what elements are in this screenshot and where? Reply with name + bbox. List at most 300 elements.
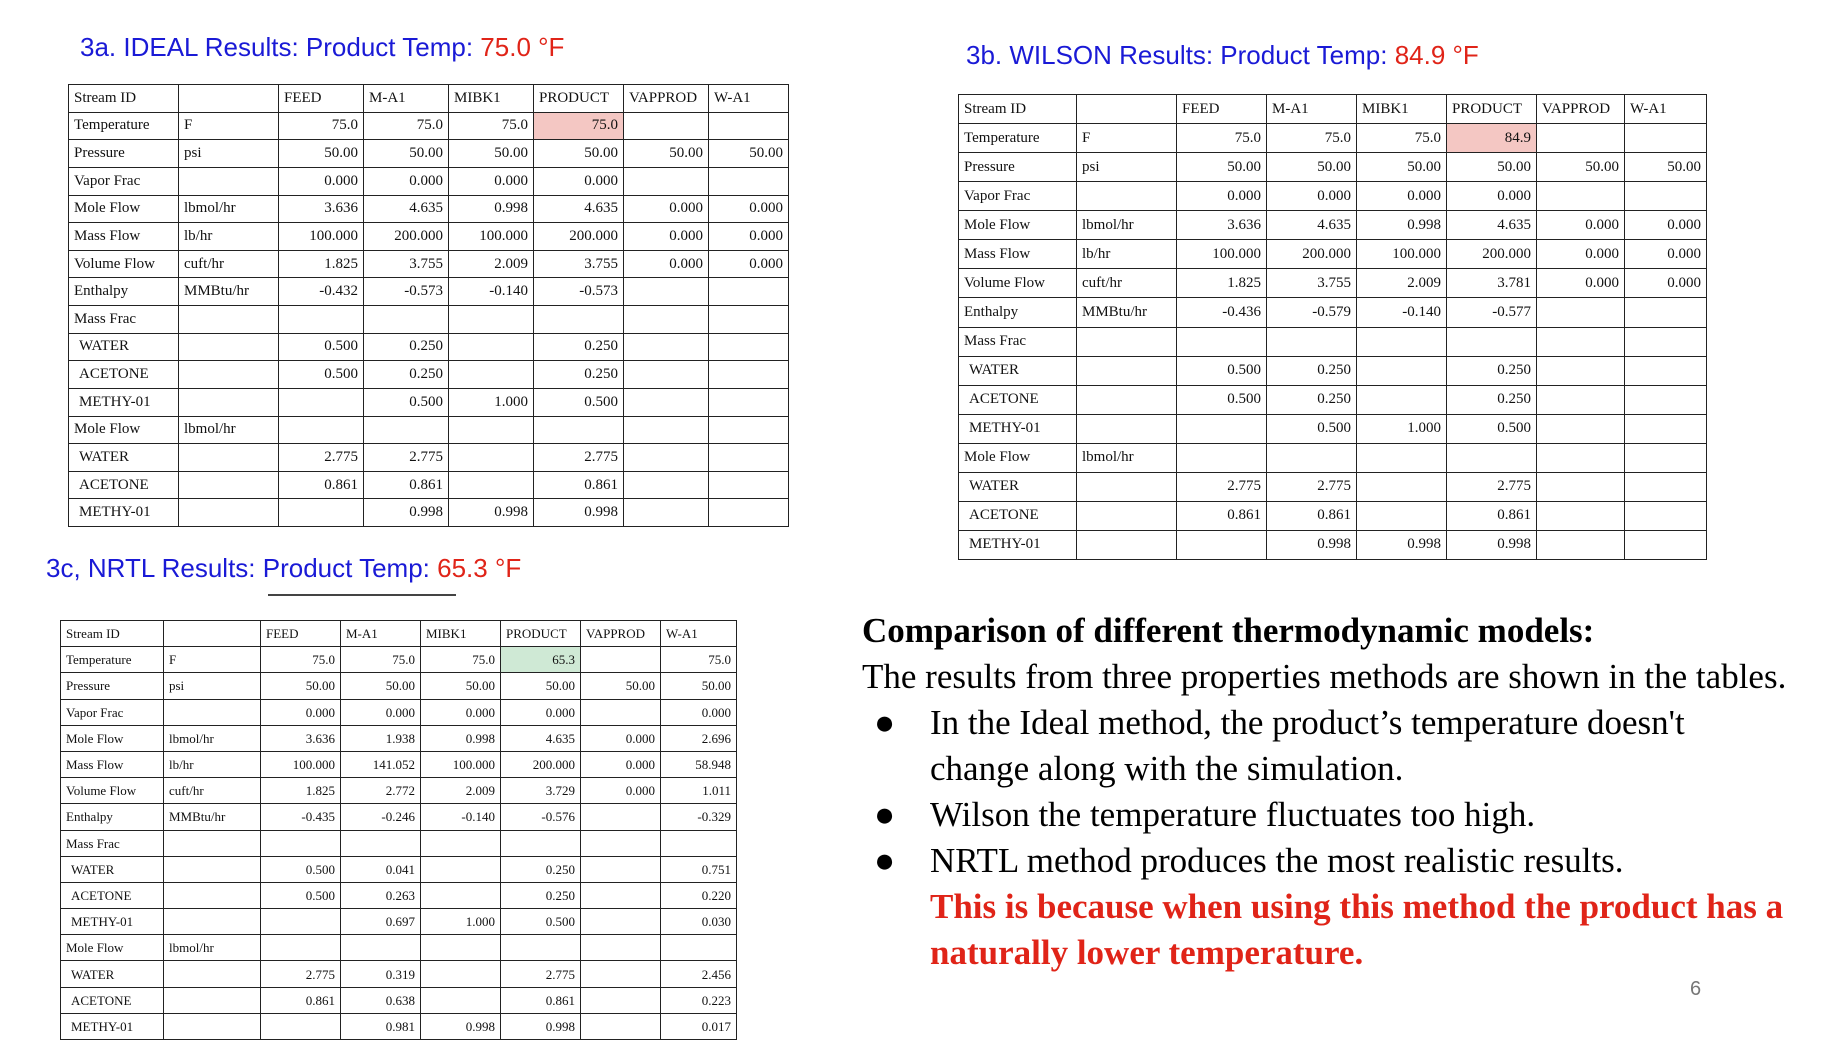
value-cell <box>261 1013 341 1039</box>
unit-cell <box>164 909 261 935</box>
value-cell: 0.000 <box>624 195 709 223</box>
row-label: METHY-01 <box>61 909 164 935</box>
value-cell: 0.250 <box>534 361 624 389</box>
value-cell <box>1357 472 1447 501</box>
table-row <box>61 647 737 673</box>
table-header-row <box>61 621 737 647</box>
value-cell: 0.697 <box>341 909 421 935</box>
value-cell <box>279 499 364 527</box>
value-cell <box>1537 356 1625 385</box>
value-cell <box>661 935 737 961</box>
value-cell: 50.00 <box>709 140 789 168</box>
value-cell: 0.250 <box>534 333 624 361</box>
value-cell <box>581 830 661 856</box>
value-cell: 0.000 <box>661 699 737 725</box>
unit-cell <box>164 830 261 856</box>
table-row <box>61 725 737 751</box>
unit-cell <box>164 699 261 725</box>
value-cell: 0.250 <box>1447 356 1537 385</box>
value-cell: 0.500 <box>261 856 341 882</box>
column-header: Stream ID <box>69 85 179 113</box>
value-cell: 50.00 <box>1177 153 1267 182</box>
value-cell: 50.00 <box>449 140 534 168</box>
value-cell: -0.246 <box>341 804 421 830</box>
value-cell <box>449 361 534 389</box>
value-cell: 50.00 <box>364 140 449 168</box>
unit-cell: cuft/hr <box>179 250 279 278</box>
column-header: W-A1 <box>661 621 737 647</box>
value-cell <box>449 306 534 334</box>
value-cell: 200.000 <box>501 751 581 777</box>
row-label: Temperature <box>61 647 164 673</box>
value-cell: 75.0 <box>1267 124 1357 153</box>
table-row <box>959 414 1707 443</box>
value-cell: 0.000 <box>341 699 421 725</box>
row-label: Mass Frac <box>959 327 1077 356</box>
value-cell: 0.998 <box>364 499 449 527</box>
row-label: Mass Flow <box>959 240 1077 269</box>
value-cell: 1.000 <box>421 909 501 935</box>
table-row <box>69 167 789 195</box>
value-cell <box>449 471 534 499</box>
unit-cell: lbmol/hr <box>164 935 261 961</box>
value-cell: 3.636 <box>279 195 364 223</box>
unit-cell <box>164 1013 261 1039</box>
unit-cell <box>164 882 261 908</box>
value-cell <box>581 909 661 935</box>
value-cell: 0.319 <box>341 961 421 987</box>
row-label: Mole Flow <box>61 935 164 961</box>
value-cell: 0.000 <box>279 167 364 195</box>
value-cell: 0.998 <box>1447 530 1537 559</box>
row-label: Mole Flow <box>69 416 179 444</box>
table-row <box>959 356 1707 385</box>
value-cell: 141.052 <box>341 751 421 777</box>
row-label: Volume Flow <box>959 269 1077 298</box>
value-cell <box>1537 124 1625 153</box>
value-cell <box>709 471 789 499</box>
unit-cell: F <box>164 647 261 673</box>
column-header: MIBK1 <box>421 621 501 647</box>
product-temp-cell: 65.3 <box>501 647 581 673</box>
table-row <box>959 327 1707 356</box>
value-cell <box>624 388 709 416</box>
value-cell: 0.500 <box>364 388 449 416</box>
value-cell: 0.000 <box>421 699 501 725</box>
value-cell: 0.000 <box>581 751 661 777</box>
value-cell: 0.861 <box>1447 501 1537 530</box>
value-cell <box>624 167 709 195</box>
value-cell: 0.861 <box>1267 501 1357 530</box>
row-label: Volume Flow <box>69 250 179 278</box>
value-cell: 0.000 <box>449 167 534 195</box>
value-cell: 0.250 <box>364 333 449 361</box>
value-cell: 50.00 <box>279 140 364 168</box>
results-table-wilson <box>958 94 1707 560</box>
row-label: Mole Flow <box>959 211 1077 240</box>
row-label: Pressure <box>959 153 1077 182</box>
row-label: METHY-01 <box>61 1013 164 1039</box>
unit-cell: F <box>1077 124 1177 153</box>
value-cell: 1.000 <box>1357 414 1447 443</box>
value-cell <box>709 333 789 361</box>
row-label: Mass Flow <box>69 223 179 251</box>
value-cell <box>1537 182 1625 211</box>
value-cell <box>709 361 789 389</box>
unit-cell: MMBtu/hr <box>1077 298 1177 327</box>
value-cell <box>364 416 449 444</box>
value-cell <box>1537 298 1625 327</box>
table-row <box>69 444 789 472</box>
value-cell: 50.00 <box>421 673 501 699</box>
value-cell: 1.825 <box>1177 269 1267 298</box>
value-cell: 58.948 <box>661 751 737 777</box>
value-cell: -0.573 <box>534 278 624 306</box>
value-cell: 0.998 <box>1357 530 1447 559</box>
value-cell: -0.579 <box>1267 298 1357 327</box>
row-label: ACETONE <box>61 987 164 1013</box>
value-cell: 3.729 <box>501 778 581 804</box>
column-header <box>179 85 279 113</box>
value-cell: 50.00 <box>341 673 421 699</box>
value-cell <box>1357 501 1447 530</box>
unit-cell: lbmol/hr <box>1077 211 1177 240</box>
value-cell: 0.981 <box>341 1013 421 1039</box>
value-cell <box>581 882 661 908</box>
value-cell: -0.432 <box>279 278 364 306</box>
table-row <box>959 240 1707 269</box>
value-cell <box>501 830 581 856</box>
value-cell: 0.000 <box>709 223 789 251</box>
value-cell <box>709 499 789 527</box>
value-cell: 2.775 <box>1267 472 1357 501</box>
value-cell: 1.825 <box>279 250 364 278</box>
value-cell: 0.000 <box>709 250 789 278</box>
unit-cell: F <box>179 112 279 140</box>
value-cell: 100.000 <box>1357 240 1447 269</box>
table-row <box>61 856 737 882</box>
value-cell: 1.000 <box>449 388 534 416</box>
value-cell <box>261 830 341 856</box>
value-cell: 0.638 <box>341 987 421 1013</box>
row-label: Enthalpy <box>69 278 179 306</box>
value-cell <box>1177 327 1267 356</box>
value-cell: 0.000 <box>501 699 581 725</box>
value-cell: 3.755 <box>1267 269 1357 298</box>
table-row <box>61 882 737 908</box>
panel-3c-title-text: 3c, NRTL Results: Product Temp: <box>46 553 438 583</box>
value-cell <box>709 306 789 334</box>
row-label: ACETONE <box>69 361 179 389</box>
value-cell: 50.00 <box>581 673 661 699</box>
row-label: Vapor Frac <box>959 182 1077 211</box>
value-cell: 0.000 <box>1625 240 1707 269</box>
value-cell <box>1625 414 1707 443</box>
value-cell: 2.009 <box>449 250 534 278</box>
value-cell: 0.000 <box>534 167 624 195</box>
row-label: ACETONE <box>69 471 179 499</box>
row-label: Mass Flow <box>61 751 164 777</box>
table-row <box>959 211 1707 240</box>
unit-cell <box>164 856 261 882</box>
panel-3b-title-text: 3b. WILSON Results: Product Temp: <box>966 40 1395 70</box>
value-cell: 0.861 <box>279 471 364 499</box>
value-cell: 2.775 <box>1177 472 1267 501</box>
value-cell <box>1625 298 1707 327</box>
value-cell <box>1447 327 1537 356</box>
bullet-item <box>874 838 1792 976</box>
value-cell <box>709 112 789 140</box>
table-header-row <box>69 85 789 113</box>
value-cell: 0.000 <box>1625 269 1707 298</box>
value-cell: 50.00 <box>1625 153 1707 182</box>
column-header: Stream ID <box>959 95 1077 124</box>
row-label: ACETONE <box>61 882 164 908</box>
unit-cell <box>179 388 279 416</box>
row-label: Vapor Frac <box>69 167 179 195</box>
unit-cell <box>1077 356 1177 385</box>
value-cell <box>581 1013 661 1039</box>
unit-cell: lb/hr <box>179 223 279 251</box>
unit-cell <box>179 471 279 499</box>
value-cell <box>1537 443 1625 472</box>
value-cell <box>581 935 661 961</box>
value-cell: 75.0 <box>261 647 341 673</box>
value-cell: 0.000 <box>581 725 661 751</box>
value-cell: 0.000 <box>1267 182 1357 211</box>
row-label: ACETONE <box>959 385 1077 414</box>
table-row <box>69 112 789 140</box>
panel-3b-title <box>966 40 1479 71</box>
panel-3b-temp: 84.9 °F <box>1394 40 1479 70</box>
value-cell <box>421 987 501 1013</box>
table-row <box>61 751 737 777</box>
row-label: Enthalpy <box>61 804 164 830</box>
column-header: PRODUCT <box>1447 95 1537 124</box>
value-cell <box>279 416 364 444</box>
unit-cell <box>179 444 279 472</box>
value-cell <box>1625 385 1707 414</box>
value-cell: 50.00 <box>1267 153 1357 182</box>
value-cell: 50.00 <box>261 673 341 699</box>
value-cell: 0.250 <box>364 361 449 389</box>
value-cell: 2.009 <box>421 778 501 804</box>
table-row <box>69 333 789 361</box>
value-cell: 0.250 <box>1267 356 1357 385</box>
table-row <box>69 306 789 334</box>
value-cell: 3.755 <box>364 250 449 278</box>
value-cell <box>624 444 709 472</box>
table-row <box>959 472 1707 501</box>
value-cell: 1.011 <box>661 778 737 804</box>
value-cell: -0.573 <box>364 278 449 306</box>
value-cell <box>421 856 501 882</box>
column-header: VAPPROD <box>624 85 709 113</box>
table-row <box>959 530 1707 559</box>
value-cell <box>1537 472 1625 501</box>
value-cell: 3.636 <box>1177 211 1267 240</box>
value-cell: 75.0 <box>279 112 364 140</box>
value-cell: 0.500 <box>1447 414 1537 443</box>
page-number: 6 <box>1690 978 1702 1000</box>
value-cell <box>624 278 709 306</box>
value-cell <box>624 361 709 389</box>
value-cell: 0.998 <box>449 195 534 223</box>
table-row <box>61 987 737 1013</box>
value-cell: 0.751 <box>661 856 737 882</box>
value-cell: 100.000 <box>261 751 341 777</box>
table-row <box>69 471 789 499</box>
bullet-text: In the Ideal method, the product’s temperature doesn't change along with the simulation. <box>930 703 1685 788</box>
value-cell: 75.0 <box>341 647 421 673</box>
value-cell: 0.250 <box>1447 385 1537 414</box>
unit-cell <box>164 961 261 987</box>
row-label: METHY-01 <box>69 388 179 416</box>
value-cell <box>1447 443 1537 472</box>
table-row <box>61 961 737 987</box>
table-row <box>61 1013 737 1039</box>
column-header: W-A1 <box>1625 95 1707 124</box>
value-cell: 0.000 <box>1537 211 1625 240</box>
value-cell: 0.000 <box>709 195 789 223</box>
value-cell <box>1625 530 1707 559</box>
value-cell: 1.825 <box>261 778 341 804</box>
value-cell: 0.263 <box>341 882 421 908</box>
value-cell <box>261 909 341 935</box>
value-cell <box>534 416 624 444</box>
column-header: M-A1 <box>1267 95 1357 124</box>
row-label: ACETONE <box>959 501 1077 530</box>
unit-cell <box>179 333 279 361</box>
value-cell <box>709 416 789 444</box>
unit-cell <box>179 499 279 527</box>
unit-cell <box>1077 327 1177 356</box>
value-cell: 3.781 <box>1447 269 1537 298</box>
row-label: METHY-01 <box>959 530 1077 559</box>
value-cell <box>1357 356 1447 385</box>
unit-cell <box>179 306 279 334</box>
value-cell <box>581 647 661 673</box>
value-cell: 0.000 <box>1625 211 1707 240</box>
value-cell: 0.000 <box>364 167 449 195</box>
column-header: VAPPROD <box>1537 95 1625 124</box>
value-cell <box>581 961 661 987</box>
value-cell <box>1267 443 1357 472</box>
unit-cell: MMBtu/hr <box>164 804 261 830</box>
value-cell <box>1267 327 1357 356</box>
value-cell: 0.000 <box>1537 240 1625 269</box>
value-cell <box>624 499 709 527</box>
unit-cell: psi <box>179 140 279 168</box>
unit-cell: lbmol/hr <box>164 725 261 751</box>
value-cell: 0.500 <box>279 333 364 361</box>
divider-line <box>268 594 456 596</box>
value-cell: 0.500 <box>1177 356 1267 385</box>
value-cell: 0.250 <box>501 856 581 882</box>
unit-cell: cuft/hr <box>164 778 261 804</box>
table-header-row <box>959 95 1707 124</box>
column-header: FEED <box>279 85 364 113</box>
column-header: PRODUCT <box>534 85 624 113</box>
value-cell: 50.00 <box>661 673 737 699</box>
value-cell: 0.223 <box>661 987 737 1013</box>
value-cell: 75.0 <box>421 647 501 673</box>
row-label: Vapor Frac <box>61 699 164 725</box>
bullet-text: Wilson the temperature fluctuates too high. <box>930 795 1536 834</box>
bullet-item <box>874 792 1792 838</box>
value-cell: -0.577 <box>1447 298 1537 327</box>
panel-3a-temp: 75.0 °F <box>480 32 565 62</box>
value-cell: 50.00 <box>534 140 624 168</box>
value-cell: 0.000 <box>1357 182 1447 211</box>
value-cell: -0.140 <box>421 804 501 830</box>
value-cell <box>581 699 661 725</box>
value-cell <box>261 935 341 961</box>
value-cell <box>421 961 501 987</box>
value-cell: 200.000 <box>364 223 449 251</box>
value-cell <box>1625 501 1707 530</box>
value-cell <box>449 416 534 444</box>
value-cell <box>624 333 709 361</box>
column-header: PRODUCT <box>501 621 581 647</box>
unit-cell <box>1077 182 1177 211</box>
table-row <box>69 388 789 416</box>
row-label: METHY-01 <box>959 414 1077 443</box>
value-cell: 0.017 <box>661 1013 737 1039</box>
unit-cell: lbmol/hr <box>1077 443 1177 472</box>
table-row <box>69 223 789 251</box>
value-cell <box>581 804 661 830</box>
value-cell <box>1625 327 1707 356</box>
value-cell: 0.861 <box>261 987 341 1013</box>
value-cell <box>279 306 364 334</box>
unit-cell: MMBtu/hr <box>179 278 279 306</box>
value-cell: 0.000 <box>1447 182 1537 211</box>
value-cell: 0.030 <box>661 909 737 935</box>
table-row <box>959 501 1707 530</box>
value-cell <box>661 830 737 856</box>
value-cell: 50.00 <box>1447 153 1537 182</box>
table-row <box>61 830 737 856</box>
table-row <box>69 278 789 306</box>
unit-cell <box>164 987 261 1013</box>
value-cell <box>1357 327 1447 356</box>
row-label: Enthalpy <box>959 298 1077 327</box>
value-cell <box>624 306 709 334</box>
product-temp-cell: 75.0 <box>534 112 624 140</box>
value-cell: 4.635 <box>501 725 581 751</box>
value-cell: 200.000 <box>534 223 624 251</box>
table-row <box>61 804 737 830</box>
unit-cell: lbmol/hr <box>179 416 279 444</box>
value-cell: 2.775 <box>534 444 624 472</box>
table-row <box>61 935 737 961</box>
value-cell: 0.861 <box>534 471 624 499</box>
column-header: M-A1 <box>364 85 449 113</box>
column-header: W-A1 <box>709 85 789 113</box>
unit-cell <box>179 361 279 389</box>
value-cell: 0.500 <box>279 361 364 389</box>
unit-cell <box>1077 530 1177 559</box>
value-cell <box>709 278 789 306</box>
bullet-item <box>874 700 1792 792</box>
value-cell: 2.009 <box>1357 269 1447 298</box>
value-cell: 0.998 <box>421 725 501 751</box>
highlight-text: This is because when using this method the product has a naturally lower temperature. <box>930 887 1784 972</box>
value-cell: 0.861 <box>501 987 581 1013</box>
value-cell: 0.998 <box>1357 211 1447 240</box>
value-cell <box>341 935 421 961</box>
